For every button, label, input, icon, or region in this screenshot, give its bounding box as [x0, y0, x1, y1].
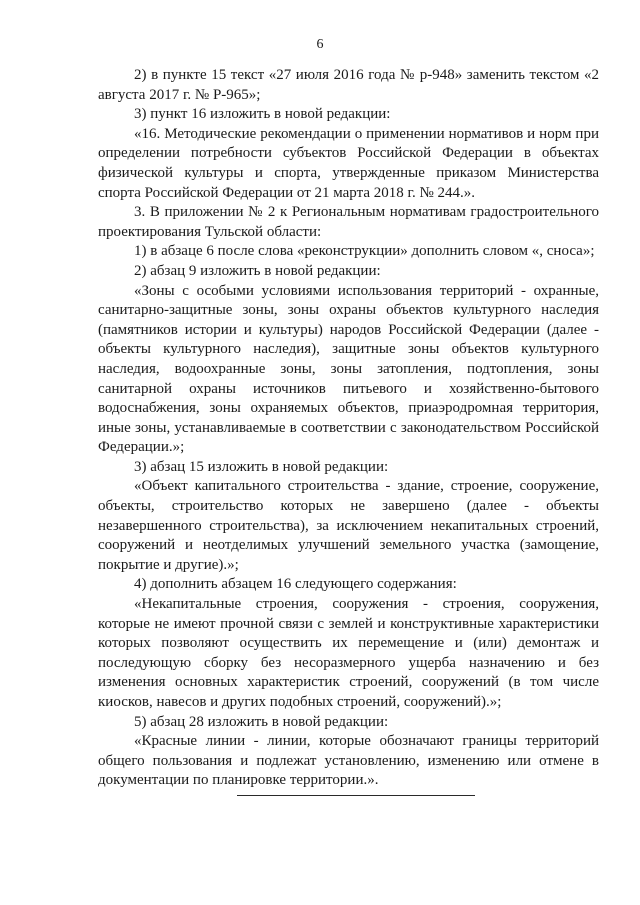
- end-divider: [237, 795, 475, 796]
- page-number: 6: [316, 37, 324, 52]
- paragraph-appendix-2-heading: 3. В приложении № 2 к Региональным нормативам градостроительного проектирования Тульской области:: [98, 204, 599, 240]
- paragraph-abzac-9-text: «Зоны с особыми условиями использования территорий - охранные, санитарно-защитные зоны, зоны охраны объектов культурного наследия (памятников истории и культуры) народов Российской Федерации (далее - объекты культурного наследия), защитные зоны объектов культурного наследия, водоохранные зоны, зоны затопления, подтопления, зоны санитарной охраны источников питьевого и хозяйственно-бытового водоснабжения, зоны охраняемых объектов, приаэродромная территория, иные зоны, устанавливаемые в соответствии с законодательством Российской Федерации.»;: [98, 282, 599, 456]
- paragraph-amend-point-15: 2) в пункте 15 текст «27 июля 2016 года № р-948» заменить текстом «2 августа 2017 г. № Р-965»;: [98, 67, 599, 103]
- paragraph-abzac-9-heading: 2) абзац 9 изложить в новой редакции:: [134, 262, 381, 279]
- paragraph-point-16-heading: 3) пункт 16 изложить в новой редакции:: [134, 106, 391, 123]
- paragraph-abzac-16-text: «Некапитальные строения, сооружения - строения, сооружения, которые не имеют прочной связи с землей и конструктивные характеристики которых позволяют осуществить их перемещение и (или) демонтаж и последующую сборку без несоразмерного ущерба назначению и без изменения основных характеристик строений, сооружений (в том числе киосков, навесов и других подобных строений, сооружений).»;: [98, 596, 599, 710]
- document-body: [98, 66, 599, 791]
- paragraph-abzac-28-text: «Красные линии - линии, которые обозначают границы территорий общего пользования и подлежат установлению, изменению или отмене в документации по планировке территории.».: [98, 733, 599, 789]
- paragraph-abzac-28-heading: 5) абзац 28 изложить в новой редакции:: [134, 713, 389, 730]
- paragraph-abzac-15-heading: 3) абзац 15 изложить в новой редакции:: [134, 458, 389, 475]
- paragraph-abzac-16-heading: 4) дополнить абзацем 16 следующего содержания:: [134, 576, 457, 593]
- paragraph-point-16-text: «16. Методические рекомендации о применении нормативов и норм при определении потребности субъектов Российской Федерации в объектах физической культуры и спорта, утвержденные приказом Министерства спорта Российской Федерации от 21 марта 2018 г. № 244.».: [98, 125, 599, 201]
- paragraph-abzac-15-text: «Объект капитального строительства - здание, строение, сооружение, объекты, строительство которых не завершено (далее - объекты незавершенного строительства), за исключением некапитальных строений, сооружений и неотделимых улучшений земельного участка (замощение, покрытие и другие).»;: [98, 478, 599, 573]
- paragraph-abzac-6: 1) в абзаце 6 после слова «реконструкции» дополнить словом «, сноса»;: [134, 243, 595, 260]
